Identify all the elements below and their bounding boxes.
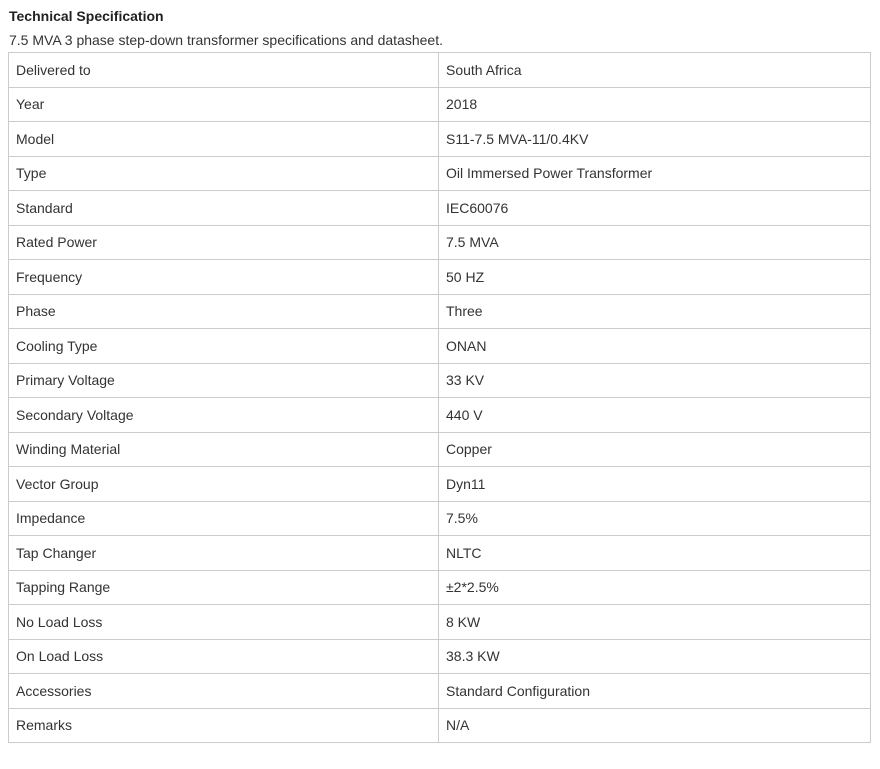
spec-label: Accessories [9,674,439,709]
table-row [9,674,871,709]
spec-value: 7.5 MVA [439,225,871,260]
table-row [9,639,871,674]
spec-value: 33 KV [439,363,871,398]
table-row [9,191,871,226]
spec-value: 7.5% [439,501,871,536]
spec-label: Type [9,156,439,191]
spec-value: Copper [439,432,871,467]
spec-label: Remarks [9,708,439,743]
spec-label: Vector Group [9,467,439,502]
spec-value: Standard Configuration [439,674,871,709]
table-row [9,53,871,88]
table-row [9,467,871,502]
spec-label: Tapping Range [9,570,439,605]
section-subtitle: 7.5 MVA 3 phase step-down transformer specifications and datasheet. [9,32,443,48]
table-row [9,294,871,329]
spec-value: 50 HZ [439,260,871,295]
spec-label: Cooling Type [9,329,439,364]
spec-label: Year [9,87,439,122]
spec-value: 2018 [439,87,871,122]
spec-label: Primary Voltage [9,363,439,398]
spec-value: N/A [439,708,871,743]
spec-value: ±2*2.5% [439,570,871,605]
spec-label: Standard [9,191,439,226]
table-row [9,122,871,157]
spec-value: S11-7.5 MVA-11/0.4KV [439,122,871,157]
table-row [9,398,871,433]
spec-label: Rated Power [9,225,439,260]
spec-label: Frequency [9,260,439,295]
spec-label: Impedance [9,501,439,536]
spec-table-body [9,53,871,743]
spec-value: 440 V [439,398,871,433]
spec-label: Tap Changer [9,536,439,571]
table-row [9,536,871,571]
spec-label: No Load Loss [9,605,439,640]
table-row [9,87,871,122]
spec-label: Delivered to [9,53,439,88]
spec-value: NLTC [439,536,871,571]
spec-label: Winding Material [9,432,439,467]
spec-value: 8 KW [439,605,871,640]
spec-value: ONAN [439,329,871,364]
spec-label: On Load Loss [9,639,439,674]
spec-value: Dyn11 [439,467,871,502]
table-row [9,708,871,743]
table-row [9,363,871,398]
section-title: Technical Specification [9,8,164,24]
table-row [9,260,871,295]
spec-value: South Africa [439,53,871,88]
spec-table [8,52,871,743]
table-row [9,570,871,605]
spec-value: IEC60076 [439,191,871,226]
table-row [9,501,871,536]
spec-value: Three [439,294,871,329]
table-row [9,225,871,260]
spec-value: Oil Immersed Power Transformer [439,156,871,191]
table-row [9,432,871,467]
table-row [9,329,871,364]
spec-label: Secondary Voltage [9,398,439,433]
spec-label: Model [9,122,439,157]
spec-label: Phase [9,294,439,329]
table-row [9,156,871,191]
table-row [9,605,871,640]
spec-value: 38.3 KW [439,639,871,674]
